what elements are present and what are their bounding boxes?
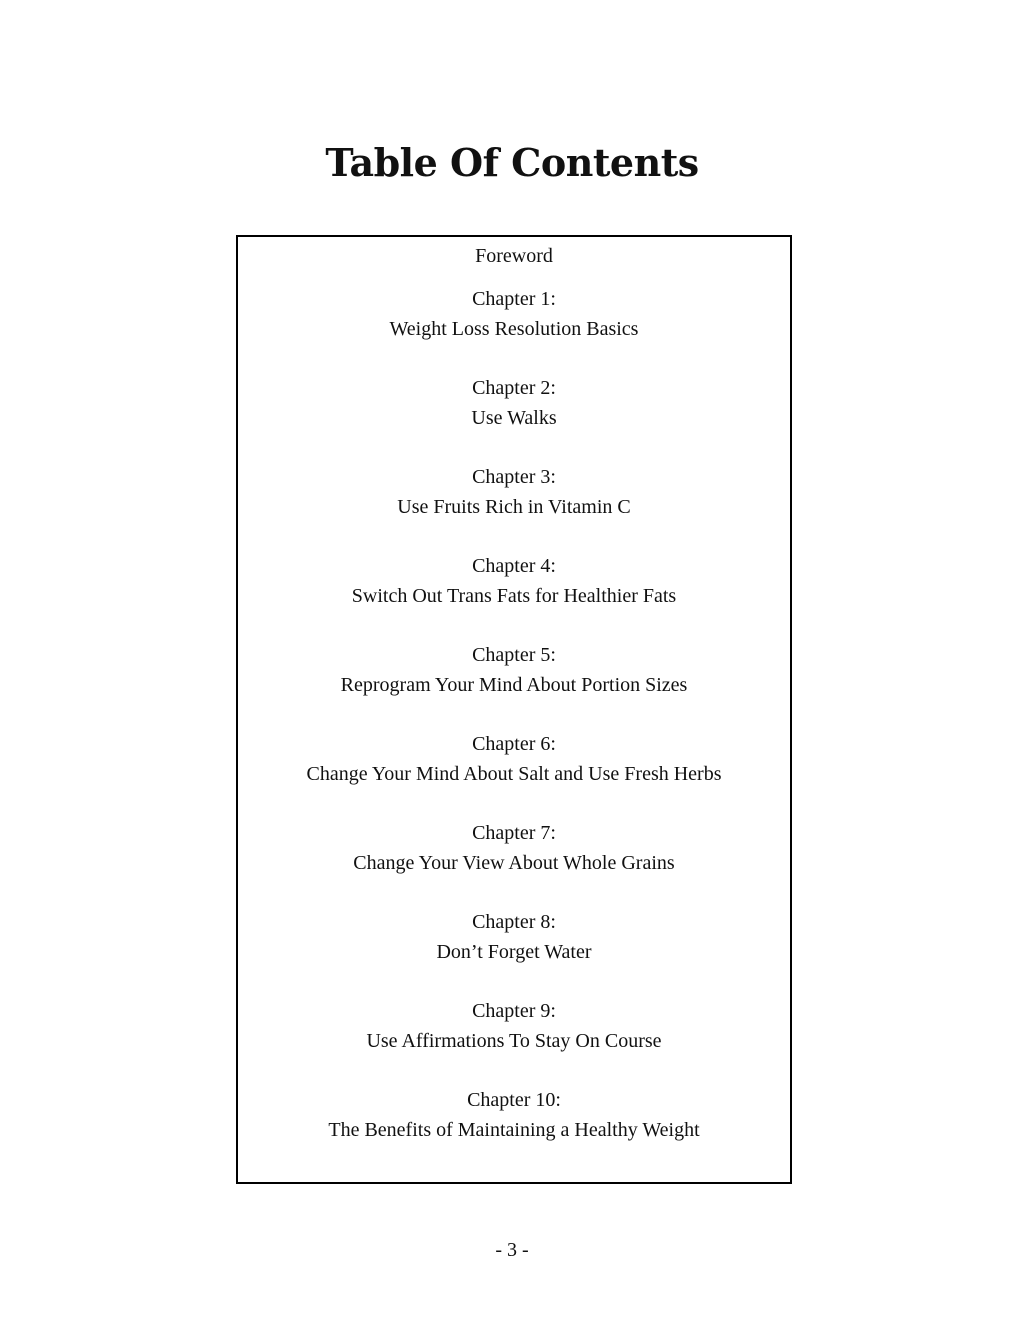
page-number: - 3 - bbox=[495, 1239, 529, 1261]
toc-entry-chapter-9[interactable] bbox=[238, 996, 790, 1056]
chapter-number: Chapter 1: bbox=[472, 288, 556, 310]
chapter-number: Chapter 10: bbox=[467, 1089, 561, 1111]
page-title: Table Of Contents bbox=[325, 140, 699, 185]
table-of-contents-box bbox=[236, 235, 792, 1184]
chapter-number: Chapter 9: bbox=[472, 1000, 556, 1022]
toc-entry-chapter-4[interactable] bbox=[238, 551, 790, 611]
foreword-label: Foreword bbox=[475, 245, 553, 267]
toc-entry-chapter-2[interactable] bbox=[238, 373, 790, 433]
chapter-number: Chapter 2: bbox=[472, 377, 556, 399]
chapter-title: Use Fruits Rich in Vitamin C bbox=[397, 496, 631, 518]
chapter-title: Change Your Mind About Salt and Use Fresh Herbs bbox=[306, 763, 722, 785]
chapter-title: Switch Out Trans Fats for Healthier Fats bbox=[351, 585, 677, 607]
toc-entry-chapter-3[interactable] bbox=[238, 462, 790, 522]
toc-entry-chapter-10[interactable] bbox=[238, 1085, 790, 1145]
chapter-number: Chapter 7: bbox=[472, 822, 556, 844]
toc-entry-chapter-7[interactable] bbox=[238, 818, 790, 878]
chapter-number: Chapter 3: bbox=[472, 466, 556, 488]
toc-entry-chapter-5[interactable] bbox=[238, 640, 790, 700]
chapter-number: Chapter 4: bbox=[472, 555, 556, 577]
chapter-title: Use Walks bbox=[471, 407, 557, 429]
toc-entry-foreword[interactable] bbox=[238, 241, 790, 271]
chapter-title: Reprogram Your Mind About Portion Sizes bbox=[340, 674, 688, 696]
toc-entry-chapter-6[interactable] bbox=[238, 729, 790, 789]
chapter-title: Use Affirmations To Stay On Course bbox=[366, 1030, 662, 1052]
chapter-number: Chapter 8: bbox=[472, 911, 556, 933]
chapter-title: Change Your View About Whole Grains bbox=[353, 852, 675, 874]
toc-entry-chapter-8[interactable] bbox=[238, 907, 790, 967]
chapter-title: Weight Loss Resolution Basics bbox=[389, 318, 639, 340]
chapter-number: Chapter 5: bbox=[472, 644, 556, 666]
toc-entry-chapter-1[interactable] bbox=[238, 284, 790, 344]
chapter-title: The Benefits of Maintaining a Healthy Weight bbox=[328, 1119, 700, 1141]
chapter-number: Chapter 6: bbox=[472, 733, 556, 755]
chapter-title: Don’t Forget Water bbox=[436, 941, 592, 963]
